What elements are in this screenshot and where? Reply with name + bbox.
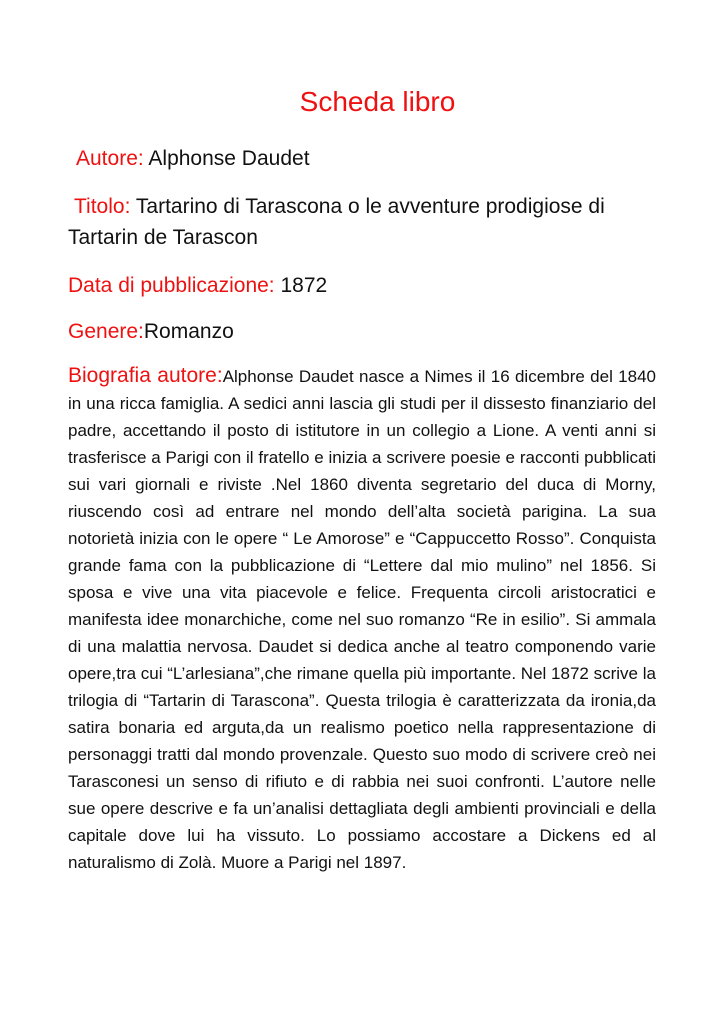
titolo-value-line1: Tartarino di Tarascona o le avventure prodigiose di — [135, 195, 605, 218]
data-pubblicazione-label: Data di pubblicazione: — [68, 274, 275, 297]
biografia-label: Biografia autore: — [68, 364, 223, 387]
titolo-label: Titolo: — [74, 195, 131, 218]
autore-value: Alphonse Daudet — [148, 147, 310, 170]
field-autore — [76, 143, 666, 174]
field-genere — [68, 316, 658, 347]
field-titolo — [68, 191, 664, 253]
genere-value: Romanzo — [143, 320, 234, 343]
data-pubblicazione-value: 1872 — [280, 274, 328, 297]
autore-label: Autore: — [76, 147, 144, 170]
genere-label: Genere: — [68, 320, 144, 343]
document-title: Scheda libro — [299, 86, 456, 117]
field-data-pubblicazione — [68, 270, 658, 301]
titolo-value-line2: Tartarin de Tarascon — [68, 226, 258, 249]
biografia-paragraph — [68, 362, 656, 876]
biografia-text: Alphonse Daudet nasce a Nimes il 16 dicembre del 1840 in una ricca famiglia. A sedici anni lascia gli studi per il dissesto finanziario del padre, accettando il posto di istitutore in un collegio a Lione. A venti anni si trasferisce a Parigi con il fratello e inizia a scrivere poesie e racconti pubblicati sui vari giornali e riviste .Nel 1860 diventa segretario del duca di Morny, riuscendo così ad entrare nel mondo dell’alta società parigina. La sua notorietà inizia con le opere “ Le Amorose” e “Cappuccetto Rosso”. Conquista grande fama con la pubblicazione di “Lettere dal mio mulino” nel 1856. Si sposa e vive una vita piacevole e felice. Frequenta circoli aristocratici e manifesta idee monarchiche, come nel suo romanzo “Re in esilio”. Si ammala di una malattia nervosa. Daudet si dedica anche al teatro componendo varie opere,tra cui “L’arlesiana”,che rimane quella più importante. Nel 1872 scrive la trilogia di “Tartarin di Tarascona”. Questa trilogia è caratterizzata da ironia,da satira bonaria ed arguta,da un realismo poetico nella rappresentazione di personaggi tratti dal mondo provenzale. Questo suo modo di scrivere creò nei Tarasconesi un senso di rifiuto e di rabbia nei suoi confronti. L’autore nelle sue opere descrive e fa un’analisi dettagliata degli ambienti provinciali e della capitale dove lui ha vissuto. Lo possiamo accostare a Dickens ed al naturalismo di Zolà. Muore a Parigi nel 1897. — [68, 367, 656, 872]
